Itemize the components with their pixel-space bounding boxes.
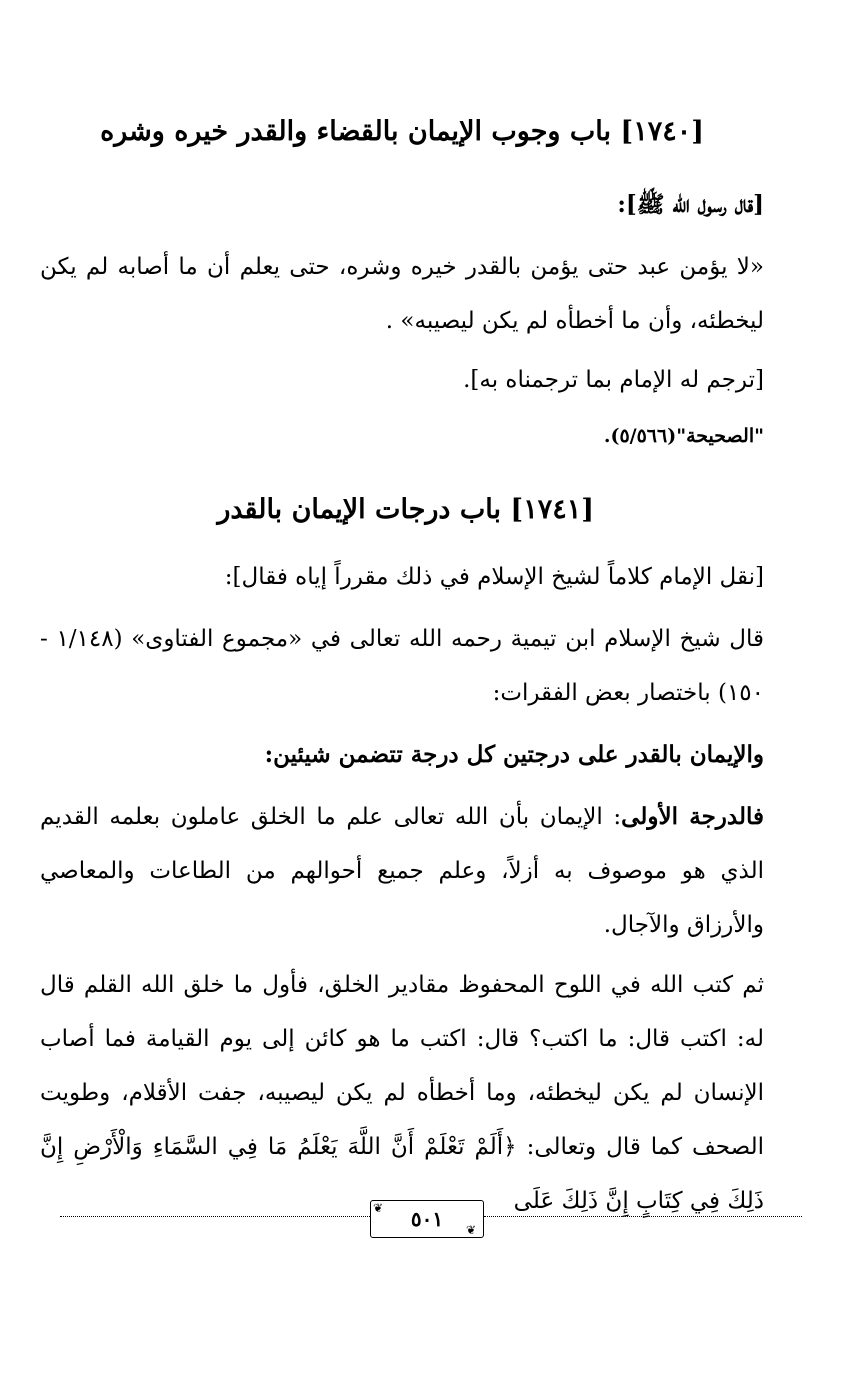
- two-degrees-statement: والإيمان بالقدر على درجتين كل درجة تتضمن شيئين:: [264, 741, 764, 768]
- ornament-icon: ❦: [373, 1201, 384, 1215]
- first-degree-text: : الإيمان بأن الله تعالى علم ما الخلق عاملون بعلمه القديم الذي هو موصوف به أزلاً، وعلم جميع أحوالهم من الطاعات والمعاصي والأرزاق والآجال.: [40, 804, 764, 938]
- section-heading-1740: [١٧٤٠] باب وجوب الإيمان بالقضاء والقدر خيره وشره: [100, 116, 704, 147]
- first-degree-label: فالدرجة الأولى: [621, 803, 764, 830]
- ornament-icon: ❦: [466, 1223, 477, 1237]
- hadith-text: «لا يؤمن عبد حتى يؤمن بالقدر خيره وشره، حتى يعلم أن ما أصابه لم يكن ليخطئه، وأن ما أخطأه لم يكن ليصيبه» .: [40, 254, 764, 334]
- final-paragraph: ثم كتب الله في اللوح المحفوظ مقادير الخلق، فأول ما خلق الله القلم قال له: اكتب قال: ما اكتب؟ قال: اكتب ما هو كائن إلى يوم القيامة فما أصاب الإنسان لم يكن ليخطئه، وما أخطأه لم يكن ليصيبه، جفت الأقلام، وطويت الصحف كما قال وتعالى: ﴿أَلَمْ تَعْلَمْ أَنَّ اللَّهَ يَعْلَمُ مَا فِي السَّمَاءِ وَالْأَرْضِ إِنَّ ذَلِكَ فِي كِتَابٍ إِنَّ ذَلِكَ عَلَى: [40, 972, 764, 1214]
- quote-intro: قال شيخ الإسلام ابن تيمية رحمه الله تعالى في «مجموع الفتاوى» (١/١٤٨ - ١٥٠) باختصار بعض الفقرات:: [40, 626, 764, 706]
- hadith-intro: [قال رسول الله ﷺ]:: [617, 191, 764, 218]
- section-intro: [نقل الإمام كلاماً لشيخ الإسلام في ذلك مقرراً إياه فقال]:: [224, 564, 764, 590]
- page-number: ٥٠١: [410, 1207, 444, 1231]
- footer-rule-left: [60, 1216, 370, 1217]
- source-reference: "الصحيحة"(٥/٥٦٦).: [603, 425, 764, 447]
- section-heading-1741: [١٧٤١] باب درجات الإيمان بالقدر: [217, 494, 594, 525]
- translation-note: [ترجم له الإمام بما ترجمناه به].: [463, 367, 764, 393]
- footer-rule-right: [484, 1216, 802, 1217]
- first-degree-paragraph: [40, 790, 764, 952]
